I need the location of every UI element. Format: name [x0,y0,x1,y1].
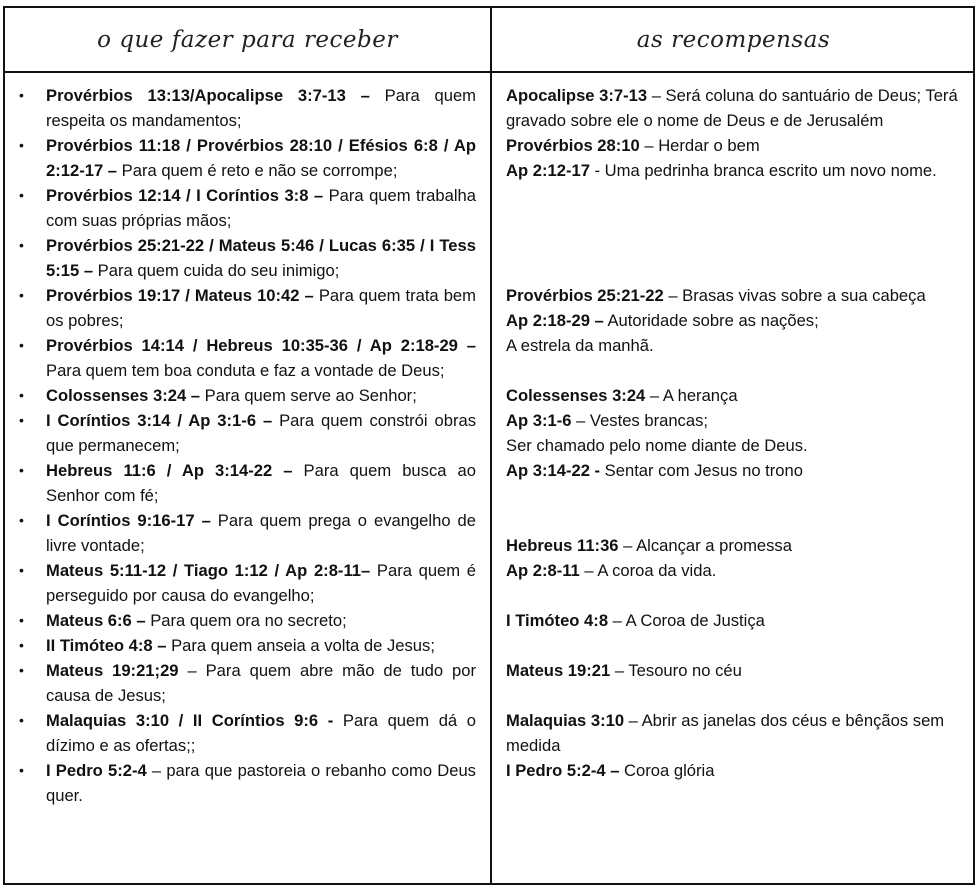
reward-entry [506,608,961,633]
action-description: Para quem dá o dízimo e as ofertas;; [46,711,476,755]
reward-description: – A coroa da vida. [579,561,717,580]
reward-entry [506,758,961,783]
reward-entry [506,308,961,333]
scripture-reference: Ap 3:1-6 [506,411,572,430]
scripture-reference: I Pedro 5:2-4 [46,761,147,780]
reward-entry [506,458,961,483]
bullet-icon: • [19,637,24,653]
scripture-reference: Mateus 6:6 – [46,611,146,630]
scripture-reference: Colossenses 3:24 – [46,386,201,405]
scripture-reference: Provérbios 11:18 / Provérbios 28:10 / Efésios 6:8 / Ap 2:12-17 – [46,136,476,180]
bullet-icon: • [19,287,24,303]
scripture-reference: Provérbios 25:21-22 / Mateus 5:46 / Lucas 6:35 / I Tess 5:15 – [46,236,476,280]
scripture-reference: I Coríntios 9:16-17 – [46,511,211,530]
action-description: Para quem serve ao Senhor; [200,386,417,405]
scripture-reference: Ap 2:18-29 – [506,311,604,330]
reward-description: Autoridade sobre as nações; [603,311,819,330]
action-list-item [5,233,490,283]
reward-description: – Brasas vivas sobre a sua cabeça [663,286,926,305]
column-divider [490,8,492,883]
bullet-icon: • [19,337,24,353]
reward-entry [506,658,961,683]
rewards-table [3,6,975,885]
blank-line [506,208,961,233]
reward-entry [506,408,961,433]
action-description: Para quem respeita os mandamentos; [46,86,477,130]
scripture-reference: Hebreus 11:36 [506,536,619,555]
reward-description: – Alcançar a promessa [618,536,792,555]
scripture-reference: I Pedro 5:2-4 – [506,761,620,780]
blank-line [506,183,961,208]
scripture-reference: Provérbios 13:13/Apocalipse 3:7-13 – [46,86,370,105]
action-description: Para quem ora no secreto; [145,611,347,630]
reward-entry [506,708,961,758]
actions-list [5,83,490,808]
rewards-list [506,83,961,783]
action-description: Para quem anseia a volta de Jesus; [166,636,435,655]
action-list-item [5,408,490,458]
bullet-icon: • [19,762,24,778]
bullet-icon: • [19,387,24,403]
scripture-reference: Apocalipse 3:7-13 [506,86,648,105]
reward-entry [506,558,961,583]
reward-description: – Será coluna do santuário de Deus; Terá gravado sobre ele o nome de Deus e de Jerusalém [506,86,958,130]
scripture-reference: I Timóteo 4:8 [506,611,609,630]
bullet-icon: • [19,562,24,578]
bullet-icon: • [19,462,24,478]
bullet-icon: • [19,87,24,103]
blank-line [506,358,961,383]
bullet-icon: • [19,187,24,203]
scripture-reference: Hebreus 11:6 / Ap 3:14-22 – [46,461,293,480]
scripture-reference: Ap 2:8-11 [506,561,580,580]
scripture-reference: Ap 3:14-22 - [506,461,601,480]
scripture-reference: II Timóteo 4:8 – [46,636,167,655]
action-list-item [5,708,490,758]
action-list-item [5,758,490,808]
reward-entry [506,433,961,458]
action-description: Para quem constrói obras que permanecem; [46,411,476,455]
scripture-reference: Mateus 5:11-12 / Tiago 1:12 / Ap 2:8-11– [46,561,371,580]
reward-description: Ser chamado pelo nome diante de Deus. [506,436,808,455]
action-description: Para quem trata bem os pobres; [46,286,476,330]
action-description: Para quem tem boa conduta e faz a vontade de Deus; [46,361,445,380]
reward-description: - Uma pedrinha branca escrito um novo nome. [589,161,937,180]
scripture-reference: Provérbios 28:10 [506,136,640,155]
reward-description: – A herança [645,386,738,405]
action-list-item [5,383,490,408]
scripture-reference: Provérbios 25:21-22 [506,286,664,305]
scripture-reference: Malaquias 3:10 [506,711,625,730]
action-description: Para quem é reto e não se corrompe; [117,161,398,180]
reward-description: – Tesouro no céu [610,661,742,680]
reward-description: – Herdar o bem [639,136,760,155]
action-list-item [5,458,490,508]
action-list-item [5,333,490,383]
bullet-icon: • [19,712,24,728]
action-list-item [5,658,490,708]
action-list-item [5,608,490,633]
blank-line [506,483,961,508]
bullet-icon: • [19,512,24,528]
action-list-item [5,508,490,558]
reward-description: – A Coroa de Justiça [608,611,765,630]
right-column-header: as recompensas [636,26,831,53]
scripture-reference: Malaquias 3:10 / II Coríntios 9:6 - [46,711,334,730]
reward-entry [506,383,961,408]
reward-description: Sentar com Jesus no trono [600,461,803,480]
scripture-reference: Colessenses 3:24 [506,386,646,405]
action-description: – Para quem abre mão de tudo por causa de Jesus; [46,661,476,705]
blank-line [506,583,961,608]
reward-entry [506,83,961,133]
action-list-item [5,283,490,333]
reward-description: – Abrir as janelas dos céus e bênçãos sem medida [506,711,945,755]
left-column-header: o que fazer para receber [97,26,398,53]
scripture-reference: I Coríntios 3:14 / Ap 3:1-6 – [46,411,273,430]
scripture-reference: Mateus 19:21;29 [46,661,179,680]
scripture-reference: Ap 2:12-17 [506,161,590,180]
reward-entry [506,333,961,358]
action-list-item [5,633,490,658]
action-description: Para quem prega o evangelho de livre vontade; [46,511,476,555]
action-description: Para quem cuida do seu inimigo; [93,261,340,280]
action-description: Para quem trabalha com suas próprias mãos; [46,186,476,230]
reward-entry [506,133,961,158]
action-list-item [5,83,490,133]
header-divider [5,71,973,73]
reward-description: Coroa glória [619,761,715,780]
blank-line [506,258,961,283]
reward-description: – Vestes brancas; [571,411,708,430]
action-description: – para que pastoreia o rebanho como Deus quer. [46,761,476,805]
bullet-icon: • [19,612,24,628]
bullet-icon: • [19,137,24,153]
bullet-icon: • [19,412,24,428]
scripture-reference: Provérbios 19:17 / Mateus 10:42 – [46,286,314,305]
scripture-reference: Mateus 19:21 [506,661,611,680]
blank-line [506,683,961,708]
action-description: Para quem é perseguido por causa do evangelho; [46,561,476,605]
blank-line [506,508,961,533]
scripture-reference: Provérbios 14:14 / Hebreus 10:35-36 / Ap 2:18-29 – [46,336,476,355]
reward-description: A estrela da manhã. [506,336,654,355]
action-description: Para quem busca ao Senhor com fé; [46,461,476,505]
scripture-reference: Provérbios 12:14 / I Coríntios 3:8 – [46,186,324,205]
reward-entry [506,283,961,308]
action-list-item [5,133,490,183]
blank-line [506,633,961,658]
reward-entry [506,533,961,558]
action-list-item [5,183,490,233]
bullet-icon: • [19,662,24,678]
bullet-icon: • [19,237,24,253]
blank-line [506,233,961,258]
action-list-item [5,558,490,608]
reward-entry [506,158,961,183]
